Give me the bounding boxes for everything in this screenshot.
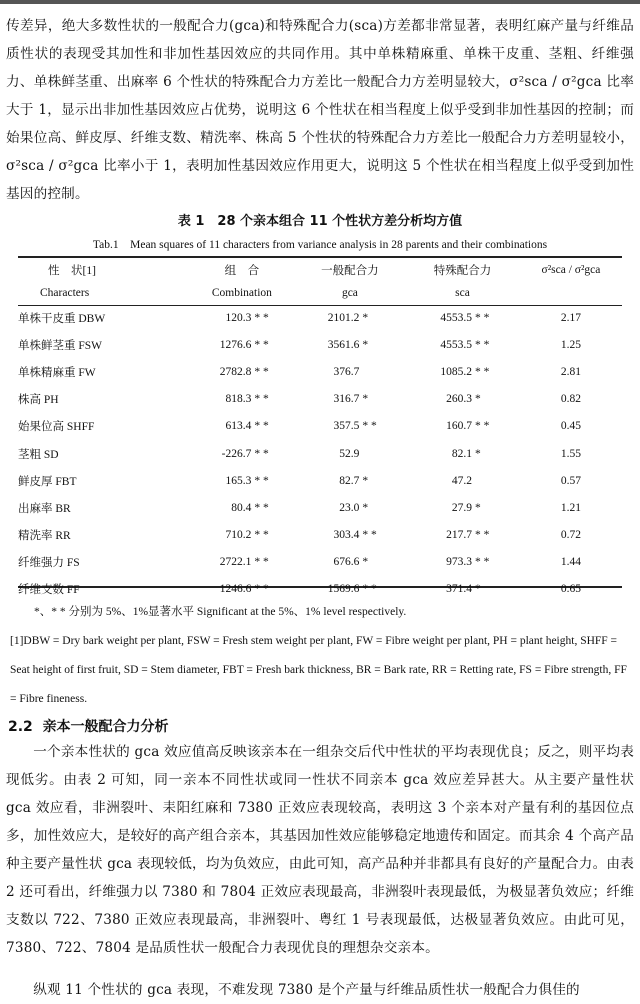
value: 2722.1 — [219, 556, 252, 569]
significance-mark: * * — [474, 311, 490, 324]
character-name-cell — [18, 522, 189, 549]
character-name-cell — [18, 549, 189, 576]
combination-cell — [189, 494, 295, 521]
value: 973.3 — [446, 556, 472, 569]
character-name-cell — [18, 304, 189, 331]
section-number: 2.2 — [8, 719, 33, 735]
significance-mark: * — [362, 474, 369, 487]
gca-cell — [295, 494, 405, 521]
table-row — [18, 331, 622, 358]
significance-mark: * * — [474, 365, 490, 378]
significance-mark: * * — [474, 529, 490, 542]
table-title-en: Tab.1 Mean squares of 11 characters from variance analysis in 28 parents and their combinations — [92, 239, 548, 251]
value: 613.4 — [225, 420, 252, 433]
ratio-value: 1.55 — [560, 447, 581, 460]
significance-mark: * * — [362, 420, 377, 433]
combination-cell — [189, 522, 295, 549]
character-name-cell — [18, 413, 189, 440]
value: 371.4 — [446, 583, 472, 596]
gca-cell — [295, 440, 405, 467]
ratio-value: 0.65 — [560, 583, 581, 596]
character-name: 单株鲜茎重 FSW — [18, 339, 103, 352]
header-sca-en: sca — [455, 286, 470, 299]
character-name-cell — [18, 331, 189, 358]
significance-mark: * — [362, 501, 369, 514]
significance-mark: * * — [474, 556, 490, 569]
table-header-row-en — [18, 281, 622, 304]
significance-mark: * — [362, 338, 369, 351]
header-ratio: σ²sca / σ²gca — [541, 263, 601, 276]
value: 4553.5 — [440, 338, 472, 351]
value: 47.2 — [451, 474, 472, 487]
table-row — [18, 522, 622, 549]
header-gca-en: gca — [341, 286, 358, 299]
character-name: 始果位高 SHFF — [18, 421, 95, 434]
sca-cell — [405, 440, 520, 467]
sca-cell — [405, 522, 520, 549]
character-name: 纤维支数 FF — [18, 584, 80, 597]
significance-mark: * — [362, 393, 369, 406]
character-name: 单株干皮重 DBW — [18, 312, 106, 325]
ratio-value: 2.81 — [560, 365, 581, 378]
value: 316.7 — [333, 393, 360, 406]
combination-cell — [189, 467, 295, 494]
value: 676.6 — [333, 556, 360, 569]
table-row — [18, 386, 622, 413]
significance-mark: * * — [254, 474, 269, 487]
gca-cell — [295, 413, 405, 440]
character-name-cell — [18, 440, 189, 467]
value: -226.7 — [221, 447, 252, 460]
value: 160.7 — [446, 420, 472, 433]
table-note-abbreviations: [1]DBW = Dry bark weight per plant, FSW = Fresh stem weight per plant, FW = Fibre weight per plant, PH = plant height, SHFF = Seat height of first fruit, SD = Stem diameter, FBT = Fresh bark thickness, BR = Bark rate, RR = Retting rate, FS = Fibre strength, FF = Fibre fineness. — [10, 635, 627, 705]
sca-cell — [405, 467, 520, 494]
significance-mark: * * — [254, 583, 269, 596]
sca-cell — [405, 304, 520, 331]
ratio-cell — [520, 494, 622, 521]
significance-mark: * * — [254, 529, 269, 542]
character-name: 单株精麻重 FW — [18, 366, 96, 379]
gca-cell — [295, 467, 405, 494]
value: 82.1 — [451, 447, 472, 460]
mean-squares-table — [18, 258, 622, 603]
significance-mark: * * — [254, 365, 269, 378]
significance-mark: * * — [362, 529, 377, 542]
value: 710.2 — [225, 529, 252, 542]
ratio-value: 1.44 — [560, 556, 581, 569]
combination-cell — [189, 549, 295, 576]
value: 1276.6 — [219, 338, 252, 351]
page-top-border — [0, 0, 640, 4]
sca-cell — [405, 549, 520, 576]
header-sca-cn: 特殊配合力 — [433, 264, 492, 277]
combination-cell — [189, 304, 295, 331]
ratio-cell — [520, 358, 622, 385]
value: 217.7 — [446, 529, 472, 542]
ratio-cell — [520, 304, 622, 331]
significance-mark: * — [474, 393, 481, 406]
value: 52.9 — [339, 447, 360, 460]
character-name-cell — [18, 386, 189, 413]
ratio-cell — [520, 522, 622, 549]
ratio-cell — [520, 440, 622, 467]
gca-cell — [295, 522, 405, 549]
value: 4553.5 — [440, 311, 472, 324]
ratio-value: 0.82 — [560, 393, 581, 406]
significance-mark: * * — [254, 556, 269, 569]
character-name: 茎粗 SD — [18, 448, 59, 461]
table-row — [18, 440, 622, 467]
value: 303.4 — [333, 529, 360, 542]
sca-cell — [405, 358, 520, 385]
section-title: 亲本一般配合力分析 — [42, 719, 169, 735]
value: 357.5 — [333, 420, 360, 433]
ratio-cell — [520, 413, 622, 440]
sca-cell — [405, 413, 520, 440]
table-row — [18, 494, 622, 521]
value: 260.3 — [446, 393, 472, 406]
section-heading — [8, 716, 169, 736]
value: 2101.2 — [327, 311, 360, 324]
ratio-value: 0.45 — [560, 420, 581, 433]
table-row — [18, 358, 622, 385]
value: 120.3 — [225, 311, 252, 324]
value: 376.7 — [333, 365, 360, 378]
table-note-significance: *、* * 分别为 5%、1%显著水平 Significant at the 5%、1% level respectively. — [34, 606, 407, 618]
header-ratio-en — [520, 281, 622, 304]
significance-mark: * — [362, 556, 369, 569]
character-name: 纤维强力 FS — [18, 557, 80, 570]
ratio-cell — [520, 331, 622, 358]
gca-cell — [295, 331, 405, 358]
significance-mark: * * — [474, 338, 490, 351]
paragraph-gca-summary: 纵观 11 个性状的 gca 表现，不难发现 7380 是个产量与纤维品质性状一般配合力俱佳的 — [33, 982, 580, 998]
table-row — [18, 467, 622, 494]
significance-mark: * — [474, 501, 481, 514]
significance-mark: * * — [474, 420, 490, 433]
character-name: 株高 PH — [18, 394, 59, 407]
significance-mark: * — [474, 583, 481, 596]
combination-cell — [189, 413, 295, 440]
value: 818.3 — [225, 393, 252, 406]
ratio-value: 1.25 — [560, 338, 581, 351]
significance-mark: * * — [254, 393, 269, 406]
value: 1569.6 — [327, 583, 360, 596]
table-body — [18, 304, 622, 603]
ratio-cell — [520, 386, 622, 413]
header-gca-cn: 一般配合力 — [321, 264, 379, 277]
value: 23.0 — [339, 501, 360, 514]
value: 3561.6 — [327, 338, 360, 351]
header-combination-en: Combination — [211, 286, 272, 299]
character-name-cell — [18, 494, 189, 521]
header-characters-cn: 性 状[1] — [48, 264, 96, 277]
ratio-value: 0.57 — [560, 474, 581, 487]
significance-mark: * * — [254, 338, 269, 351]
value: 27.9 — [451, 501, 472, 514]
ratio-value: 1.21 — [560, 501, 581, 514]
value: 2782.8 — [219, 365, 252, 378]
table-header-row-cn — [18, 258, 622, 281]
table-title-cn: 表 1 28 个亲本组合 11 个性状方差分析均方值 — [177, 214, 463, 229]
ratio-cell — [520, 549, 622, 576]
character-name-cell — [18, 358, 189, 385]
gca-cell — [295, 549, 405, 576]
value: 1085.2 — [440, 365, 472, 378]
significance-mark: * — [474, 447, 481, 460]
significance-mark: * — [362, 311, 369, 324]
character-name-cell — [18, 467, 189, 494]
combination-cell — [189, 331, 295, 358]
gca-cell — [295, 386, 405, 413]
combination-cell — [189, 358, 295, 385]
value: 82.7 — [339, 474, 360, 487]
significance-mark: * * — [254, 501, 269, 514]
value: 165.3 — [225, 474, 252, 487]
paragraph-variance-summary: 传差异，绝大多数性状的一般配合力(gca)和特殊配合力(sca)方差都非常显著，表明红麻产量与纤维品质性状的表现受其加性和非加性基因效应的共同作用。其中单株精麻重、单株干皮重、茎粗、纤维强力、单株鲜茎重、出麻率 6 个性状的特殊配合力方差比一般配合力方差明显较大，σ²sca / σ²gca 比率大于 1，显示出非加性基因效应占优势，说明这 6 个性状在相当程度上似乎受到非加性基因的控制；而始果位高、鲜皮厚、纤维支数、精洗率、株高 5 个性状的特殊配合力方差比一般配合力方差明显较小，σ²sca / σ²gca 比率小于 1，表明加性基因效应作用更大，说明这 5 个性状在相当程度上似乎受到加性基因的控制。 — [6, 18, 634, 202]
gca-cell — [295, 304, 405, 331]
significance-mark: * * — [362, 583, 377, 596]
ratio-value: 0.72 — [560, 529, 581, 542]
significance-mark: * * — [254, 420, 269, 433]
header-characters-en: Characters — [40, 286, 90, 299]
ratio-value: 2.17 — [560, 311, 581, 324]
character-name: 精洗率 RR — [18, 530, 71, 543]
combination-cell — [189, 386, 295, 413]
value: 80.4 — [231, 501, 252, 514]
paragraph-gca-analysis: 一个亲本性状的 gca 效应值高反映该亲本在一组杂交后代中性状的平均表现优良；反之，则平均表现低劣。由表 2 可知，同一亲本不同性状或同一性状不同亲本 gca 效应差异甚大。从主要产量性状 gca 效应看，非洲裂叶、耒阳红麻和 7380 正效应表现较高，表明这 3 个亲本对产量有利的基因位点多，加性效应大，是较好的高产组合亲本，其基因加性效应能够稳定地遗传和固定。而其余 4 个高产品种主要产量性状 gca 表现较低，均为负效应，由此可知，高产品种并非都具有良好的产量配合力。由表 2 还可看出，纤维强力以 7380 和 7804 正效应表现最高，非洲裂叶表现最低，为极显著负效应；纤维支数以 722、7380 正效应表现最高，非洲裂叶、粤红 1 号表现最低，达极显著负效应。由此可见，7380、722、7804 是品质性状一般配合力表现优良的理想杂交亲本。 — [6, 744, 634, 956]
character-name: 鲜皮厚 FBT — [18, 475, 77, 488]
table-row — [18, 304, 622, 331]
combination-cell — [189, 440, 295, 467]
character-name: 出麻率 BR — [18, 502, 71, 515]
value: 1246.6 — [219, 583, 252, 596]
significance-mark: * * — [254, 447, 269, 460]
header-combination-cn: 组 合 — [224, 264, 260, 277]
sca-cell — [405, 386, 520, 413]
sca-cell — [405, 331, 520, 358]
ratio-cell — [520, 467, 622, 494]
significance-mark: * * — [254, 311, 269, 324]
table-row — [18, 549, 622, 576]
gca-cell — [295, 358, 405, 385]
table-row — [18, 413, 622, 440]
sca-cell — [405, 494, 520, 521]
